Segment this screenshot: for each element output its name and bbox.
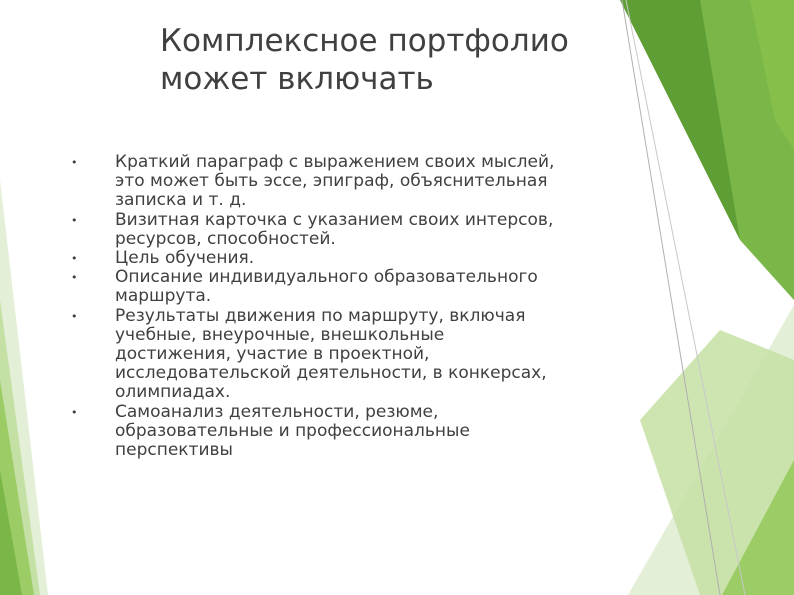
bullet-icon: • (71, 156, 78, 169)
list-item-line: исследовательской деятельности, в конкерсах, (115, 363, 547, 384)
bullet-icon: • (71, 405, 78, 419)
list-item-line: достижения, участие в проектной, (115, 344, 430, 365)
list-item-line: маршрута. (115, 286, 212, 307)
list-item-line: Визитная карточка с указанием своих интерсов, (115, 209, 554, 230)
slide-title-line-1: Комплексное портфолио (160, 23, 569, 59)
list-item-line: это может быть эссе, эпиграф, объяснительная (115, 171, 548, 192)
slide-title (160, 22, 630, 98)
bullet-list (64, 153, 624, 460)
bullet-icon: • (71, 271, 78, 285)
list-item-line: учебные, внеурочные, внешкольные (115, 324, 445, 345)
list-item-line: олимпиадах. (115, 382, 231, 403)
list-item-line: перспективы (115, 440, 233, 461)
list-item-line: Краткий параграф с выражением своих мыслей, (115, 152, 555, 172)
list-item-line: Результаты движения по маршруту, включая (115, 305, 526, 326)
slide-title-line-2: может включать (160, 61, 434, 97)
bullet-icon: • (71, 213, 78, 227)
list-item (64, 268, 624, 306)
list-item (64, 211, 624, 249)
list-item (64, 403, 624, 461)
list-item (64, 307, 624, 403)
list-item-line: Самоанализ деятельности, резюме, (115, 401, 439, 422)
list-item-line: записка и т. д. (115, 190, 247, 211)
bullet-icon: • (71, 309, 78, 323)
list-item-line: образовательные и профессиональные (115, 420, 470, 441)
list-item-line: Цель обучения. (115, 248, 255, 269)
list-item (64, 153, 624, 211)
bullet-icon: • (71, 252, 78, 266)
list-item (64, 249, 624, 268)
list-item-line: ресурсов, способностей. (115, 228, 336, 249)
list-item-line: Описание индивидуального образовательного (115, 267, 538, 288)
